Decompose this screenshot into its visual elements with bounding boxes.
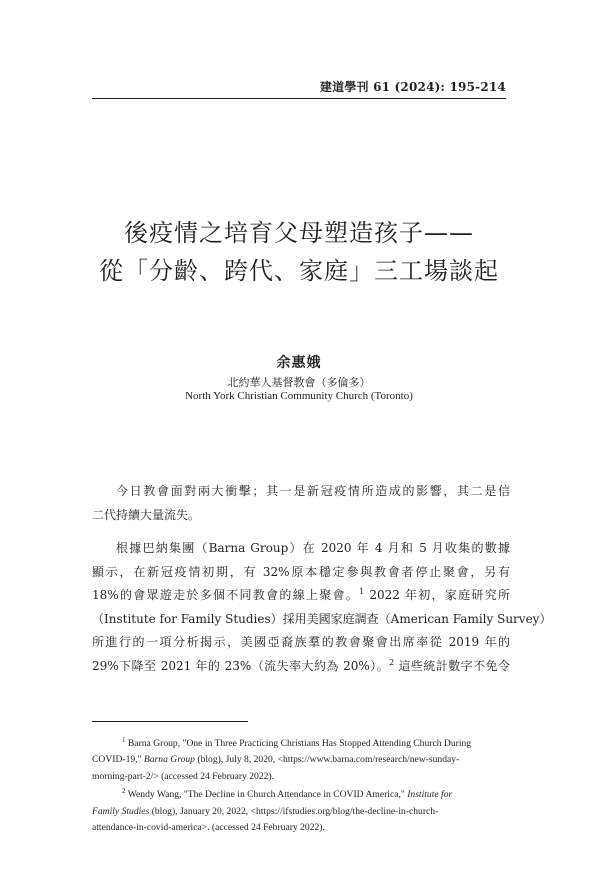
footnote-line xyxy=(92,787,512,803)
article-title xyxy=(60,214,538,290)
footnote-number: 2 xyxy=(122,787,126,796)
footnote-link[interactable]: (blog), January 20, 2022, <https://ifstudies.org/blog/the-decline-in-church- xyxy=(149,805,439,817)
footnote-ref-1[interactable]: 1 xyxy=(359,587,365,596)
body-paragraph-1 xyxy=(92,480,510,527)
footnote-rule xyxy=(92,721,248,722)
body-text-run: 2022 年初，家庭研究所 xyxy=(364,588,510,602)
body-text-run: 29%下降至 2021 年的 23%（流失率大約為 20%）。 xyxy=(92,658,390,673)
body-text-run: 這些統計數字不免令 xyxy=(394,658,510,673)
body-line: 根據巴納集團（Barna Group）在 2020 年 4 月和 5 月收集的數據 xyxy=(116,541,510,555)
footnote-line xyxy=(92,804,512,820)
footnote-italic: Family Studies xyxy=(92,805,150,817)
body-line: 二代持續大量流失。 xyxy=(92,507,201,522)
body-line xyxy=(92,655,510,679)
title-line-1: 後疫情之培育父母塑造孩子—— xyxy=(124,219,474,247)
body-line: 顯示，在新冠疫情初期，有 32%原本穩定參與教會者停止聚會，另有 xyxy=(92,564,510,579)
footnote-italic: Barna Group xyxy=(143,754,195,766)
body-text-run: 18%的會眾遊走於多個不同教會的線上聚會。 xyxy=(92,588,360,602)
footnote-line[interactable]: attendance-in-covid-america>. (accessed 24 February 2022). xyxy=(92,822,325,834)
footnote-link[interactable]: (blog), July 8, 2020, <https://www.barna.com/research/new-sunday- xyxy=(194,754,460,766)
footnote-1 xyxy=(92,736,512,785)
author-affiliation-en: North York Christian Community Church (Toronto) xyxy=(185,390,413,402)
title-line-2: 從「分齡、跨代、家庭」三工場談起 xyxy=(99,257,499,285)
footnote-line[interactable]: morning-part-2/> (accessed 24 February 2022). xyxy=(92,770,275,782)
footnote-text: Barna Group, "One in Three Practicing Christians Has Stopped Attending Church During xyxy=(127,738,472,749)
footnote-ref-2[interactable]: 2 xyxy=(389,657,395,667)
body-line: 今日教會面對兩大衝擊；其一是新冠疫情所造成的影響，其二是信 xyxy=(116,484,510,498)
footnote-line xyxy=(92,736,512,752)
running-header: 建道學刊 61 (2024): 195-214 xyxy=(319,80,506,94)
body-line: （Institute for Family Studies）採用美國家庭調查（American Family Survey） xyxy=(92,611,552,626)
author-name: 余惠娥 xyxy=(276,355,322,371)
body-paragraph-2 xyxy=(92,537,552,678)
author-affiliation-zh: 北約華人基督教會（多倫多） xyxy=(227,376,371,389)
footnote-2 xyxy=(92,787,512,836)
body-line: 所進行的一項分析揭示，美國亞裔族羣的教會聚會出席率從 2019 年的 xyxy=(92,635,510,649)
footnote-text: Wendy Wang, "The Decline in Church Attendance in COVID America," xyxy=(127,789,408,801)
body-line xyxy=(92,584,510,608)
footnote-text: COVID-19," xyxy=(92,754,144,766)
header-rule xyxy=(92,98,506,99)
footnote-line xyxy=(92,752,512,768)
footnote-number: 1 xyxy=(122,736,126,744)
footnote-italic: Institute for xyxy=(407,789,453,801)
footnotes xyxy=(92,736,512,838)
